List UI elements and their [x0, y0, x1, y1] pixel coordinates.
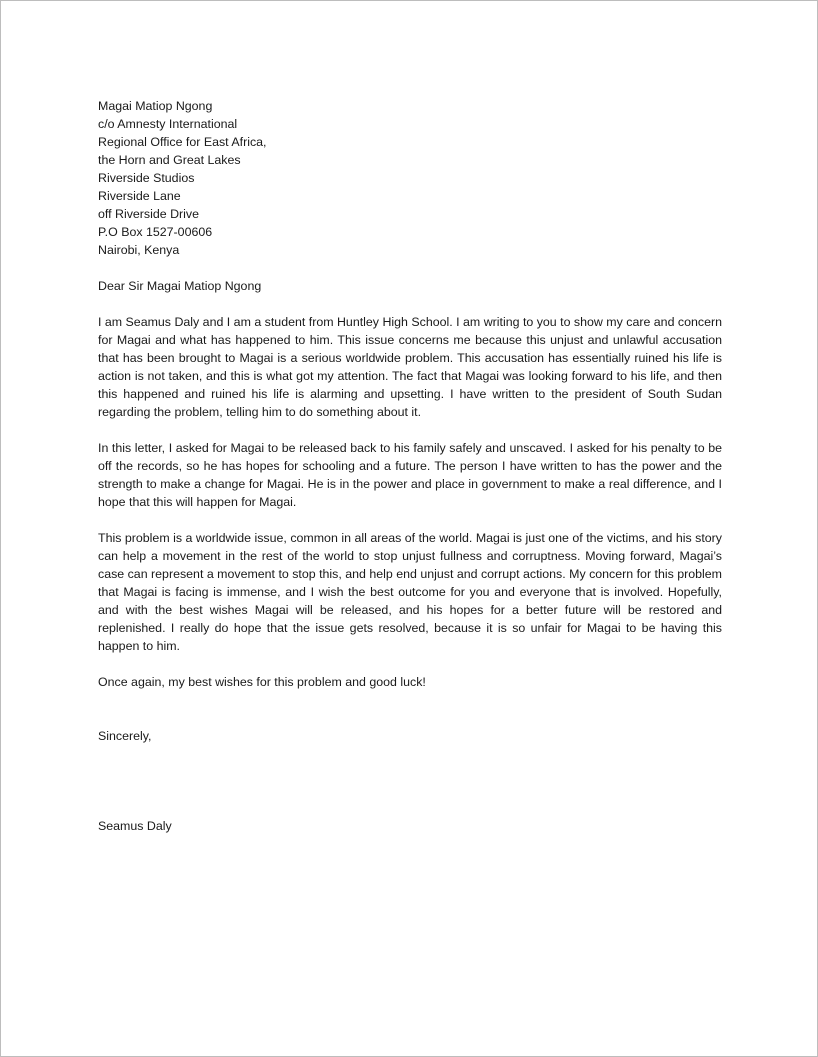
- salutation: Dear Sir Magai Matiop Ngong: [98, 279, 262, 293]
- address-line: c/o Amnesty International: [98, 117, 238, 131]
- sign-off: Sincerely,: [98, 729, 152, 743]
- address-line: Riverside Lane: [98, 189, 181, 203]
- address-line: P.O Box 1527-00606: [98, 225, 213, 239]
- address-line: off Riverside Drive: [98, 207, 199, 221]
- letter-body: [98, 97, 722, 835]
- address-line: Magai Matiop Ngong: [98, 99, 213, 113]
- address-line: Riverside Studios: [98, 171, 195, 185]
- body-paragraph: In this letter, I asked for Magai to be released back to his family safely and unscaved. I asked for his penalty to be off the records, so he has hopes for schooling and a future. The person I have written to has the power and the strength to make a change for Magai. He is in the power and place in government to make a real difference, and I hope that this will happen for Magai.: [98, 441, 722, 509]
- recipient-address: [98, 97, 722, 259]
- address-line: Nairobi, Kenya: [98, 243, 180, 257]
- body-paragraph: This problem is a worldwide issue, common in all areas of the world. Magai is just one of the victims, and his story can help a movement in the rest of the world to stop unjust fullness and corruptness. Moving forward, Magai’s case can represent a movement to stop this, and help end unjust and corrupt actions. My concern for this problem that Magai is facing is immense, and I wish the best outcome for you and everyone that is involved. Hopefully, and with the best wishes Magai will be released, and his hopes for a better future will be restored and replenished. I really do hope that the issue gets resolved, because it is so unfair for Magai to be having this happen to him.: [98, 531, 722, 653]
- closing-line: Once again, my best wishes for this problem and good luck!: [98, 675, 426, 689]
- address-line: Regional Office for East Africa,: [98, 135, 267, 149]
- body-paragraph: I am Seamus Daly and I am a student from Huntley High School. I am writing to you to show my care and concern for Magai and what has happened to him. This issue concerns me because this unjust and unlawful accusation that has been brought to Magai is a serious worldwide problem. This accusation has essentially ruined his life is action is not taken, and this is what got my attention. The fact that Magai was looking forward to his life, and then this happened and ruined his life is alarming and upsetting. I have written to the president of South Sudan regarding the problem, telling him to do something about it.: [98, 315, 722, 419]
- signature-name: Seamus Daly: [98, 819, 172, 833]
- address-line: the Horn and Great Lakes: [98, 153, 241, 167]
